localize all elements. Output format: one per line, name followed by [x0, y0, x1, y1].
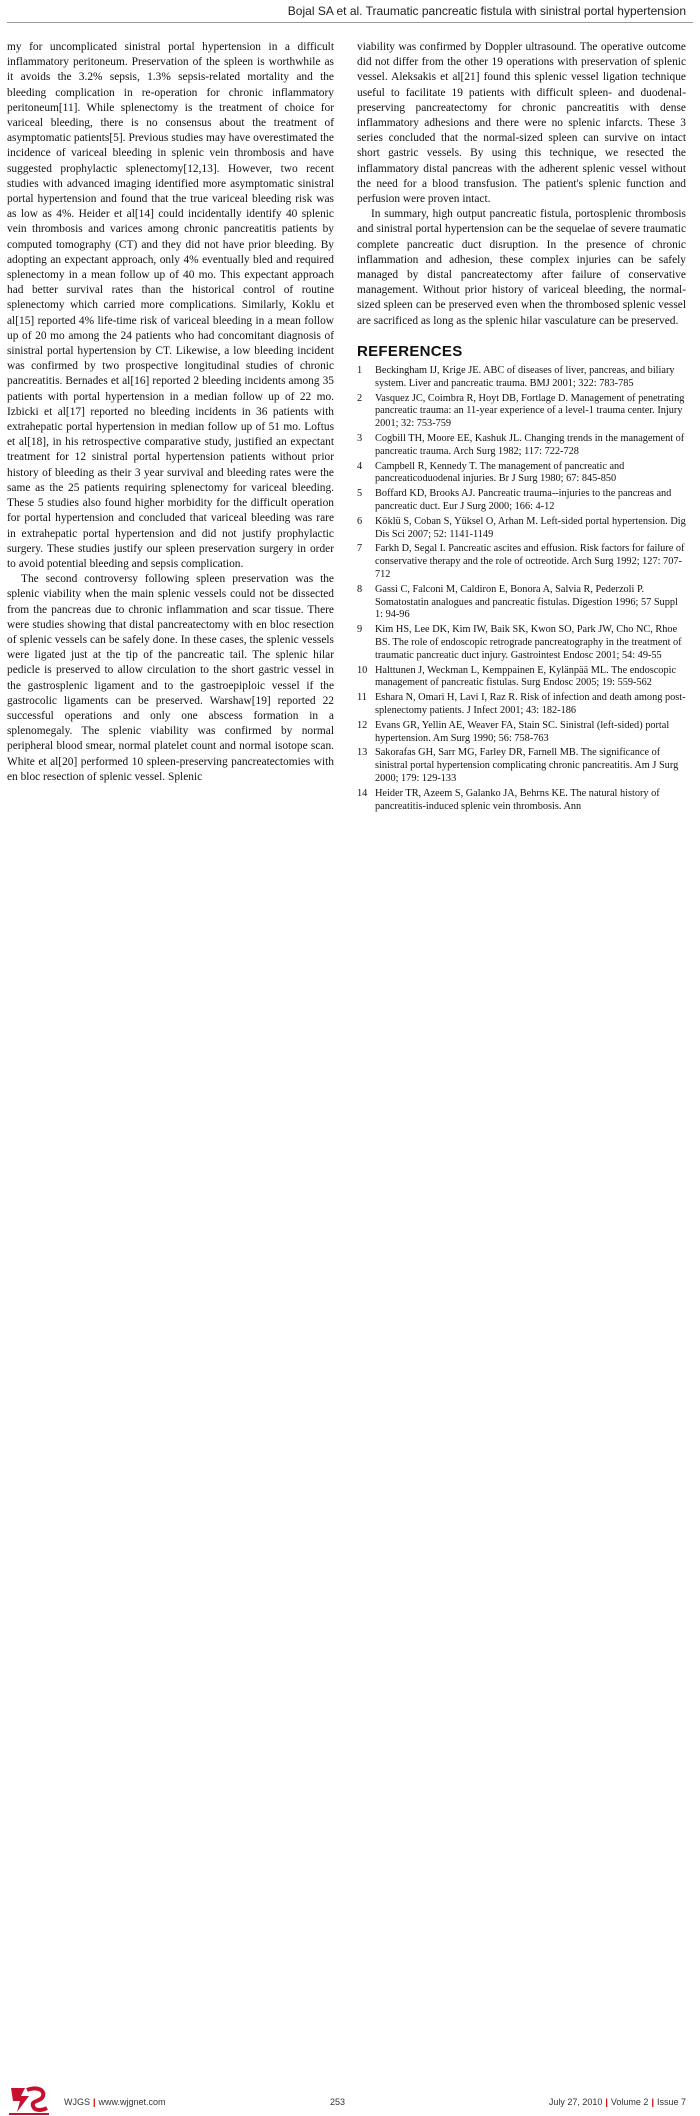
reference-number: 14 — [357, 787, 368, 799]
reference-item — [357, 692, 686, 718]
reference-item — [357, 433, 686, 459]
reference-text: Heider TR, Azeem S, Galanko JA, Behrns KE. The natural history of pancreatitis-induced splenic vein thrombosis. Ann — [375, 787, 660, 812]
reference-item — [357, 624, 686, 662]
reference-text: Campbell R, Kennedy T. The management of pancreatic and pancreaticoduodenal injuries. Br J Surg 1980; 67: 845-850 — [375, 460, 625, 485]
reference-text: Boffard KD, Brooks AJ. Pancreatic trauma--injuries to the pancreas and pancreatic duct. Eur J Surg 2000; 166: 4-12 — [375, 488, 672, 513]
reference-number: 11 — [357, 692, 367, 704]
publisher-logo-icon — [7, 2084, 51, 2116]
reference-text: Vasquez JC, Coimbra R, Hoyt DB, Fortlage D. Management of penetrating pancreatic trauma: an 11-year experience of a level-1 trauma center. Injury 2001; 32: 753-759 — [375, 392, 685, 430]
reference-text: Farkh D, Segal I. Pancreatic ascites and effusion. Risk factors for failure of conservative therapy and the role of octreotide. Arch Surg 1992; 127: 707-712 — [375, 543, 685, 581]
running-title: Bojal SA et al. Traumatic pancreatic fistula with sinistral portal hypertension — [287, 4, 686, 18]
references-list — [357, 365, 686, 813]
issue-volume: Volume 2 — [610, 2097, 649, 2107]
reference-item — [357, 788, 686, 814]
reference-number: 6 — [357, 515, 363, 527]
reference-number: 1 — [357, 365, 363, 377]
body-paragraph: viability was confirmed by Doppler ultrasound. The operative outcome did not differ from the other 19 operations with preservation of splenic vessel. Aleksakis et al[21] found this splenic vessel ligation technique useful to facilitate 19 patients with difficult spleen- and duodenal-preserving pancreatectomy for chronic pancreatitis with dense inflammatory adhesions and there were no splenic infarcts. These 3 series concluded that the normal-sized spleen can survive on intact short gastric vessels. By using this technique, we resected the inflammatory distal pancreas with the adherent splenic vessel without the need for a blood transfusion. The patient's splenic function and perfusion were proven intact. — [357, 41, 686, 206]
reference-item — [357, 393, 686, 431]
reference-number: 13 — [357, 747, 368, 759]
reference-number: 5 — [357, 488, 363, 500]
page-number: 253 — [330, 2097, 346, 2107]
reference-text: Köklü S, Coban S, Yüksel O, Arhan M. Left-sided portal hypertension. Dig Dis Sci 2007; 52: 1141-1149 — [375, 515, 686, 540]
reference-number: 2 — [357, 392, 363, 404]
reference-text: Sakorafas GH, Sarr MG, Farley DR, Farnell MB. The significance of sinistral portal hypertension complicating chronic pancreatitis. Am J Surg 2000; 179: 129-133 — [375, 747, 679, 784]
reference-item — [357, 365, 686, 391]
reference-number: 8 — [357, 583, 363, 595]
reference-item — [357, 747, 686, 785]
reference-item — [357, 584, 686, 622]
right-column — [357, 40, 686, 815]
reference-item — [357, 461, 686, 487]
footer-issue-info — [549, 2097, 686, 2107]
body-paragraph: In summary, high output pancreatic fistula, portosplenic thrombosis and sinistral portal hypertension can be the sequelae of severe traumatic complete pancreatic duct disruption. In the presence of chronic inflammation and adhesion, these complex injuries can be safely managed by distal pancreatectomy after failure of conservative management. Without prior history of variceal bleeding, the normal-sized spleen can be preserved even when the thrombosed splenic vessel are sacrificed as long as the splenic hilar vasculature can be preserved. — [357, 208, 686, 327]
reference-item — [357, 488, 686, 514]
reference-text: Kim HS, Lee DK, Kim IW, Baik SK, Kwon SO, Park JW, Cho NC, Rhoe BS. The role of endoscopic retrograde pancreatography in the treatment of traumatic pancreatic duct injury. Gastrointest Endosc 2001; 54: 49-55 — [375, 624, 682, 661]
reference-number: 12 — [357, 719, 368, 731]
reference-number: 9 — [357, 624, 363, 636]
reference-text: Gassi C, Falconi M, Caldiron E, Bonora A, Salvia R, Pederzoli P. Somatostatin analogues and pancreatic fistulas. Digestion 1996; 57 Suppl 1: 94-96 — [375, 583, 678, 621]
reference-text: Halttunen J, Weckman L, Kemppainen E, Kylänpää ML. The endoscopic management of pancreatic fistulas. Surg Endosc 2005; 19: 559-562 — [375, 664, 677, 689]
reference-item — [357, 543, 686, 581]
journal-abbrev: WJGS — [64, 2097, 90, 2107]
reference-number: 7 — [357, 543, 363, 555]
footer-separator: | — [93, 2097, 96, 2107]
footer-separator: | — [605, 2097, 608, 2107]
body-paragraph: The second controversy following spleen preservation was the splenic viability when the main splenic vessels could not be dissected from the pancreas due to chronic inflammation and scar tissue. There were studies showing that distal pancreatectomy with en bloc resection of splenic vessels can be safely done. In these cases, the splenic vessels were ligated just at the tip of the pancreatic tail. The splenic hilar pedicle is preserved to allow circulation to the short gastric vessel in the gastrosplenic ligament and to the gastroepiploic vessel if the gastrocolic ligaments can be preserved. Warshaw[19] reported 22 successful operations and only one abscess formation in a splenomegaly. The splenic viability was confirmed by normal peripheral blood smear, normal platelet count and normal isotope scan. White et al[20] performed 10 spleen-preserving pancreatectomies with en bloc resection of splenic vessel. Splenic — [7, 573, 334, 783]
reference-text: Beckingham IJ, Krige JE. ABC of diseases of liver, pancreas, and biliary system. Liver and pancreatic trauma. BMJ 2001; 322: 783-785 — [375, 365, 675, 389]
issue-date: July 27, 2010 — [548, 2097, 603, 2107]
journal-website: www.wjgnet.com — [98, 2097, 166, 2107]
reference-item — [357, 516, 686, 542]
reference-item — [357, 720, 686, 746]
header-divider — [7, 22, 693, 23]
reference-number: 10 — [357, 664, 368, 676]
reference-number: 3 — [357, 433, 363, 445]
reference-text: Eshara N, Omari H, Lavi I, Raz R. Risk of infection and death among post-splenectomy patients. J Infect 2001; 43: 182-186 — [375, 692, 686, 716]
issue-number: Issue 7 — [656, 2097, 686, 2107]
body-paragraph: my for uncomplicated sinistral portal hypertension in a difficult inflammatory peritoneum. Preservation of the spleen is worthwhile as it avoids the 3.2% sepsis, 1.3% sepsis-related mortality and the bleeding complication in re-operation for chronic inflammatory peritoneum[11]. While splenectomy is the treatment of choice for variceal bleeding, there is no consensus about the treatment of asymptomatic patients[5]. Previous studies may have overestimated the incidence of variceal bleeding in splenic vein thrombosis and have suggested prophylactic splenectomy[12,13]. However, two recent studies with advanced imaging identified more asymptomatic sinistral portal hypertension and found that the true variceal bleeding risk was as low as 4%. Heider et al[14] could incidentally identify 40 splenic vein thrombosis and varices among chronic pancreatitis patients by computed tomography (CT) and they did not have prior bleeding. By adopting an expectant approach, only 4% eventually bled and required splenectomy in a mean follow up of 40 mo. This expectant approach had better survival rates than the historical control of routine splenectomy which carried more complications. Similarly, Koklu et al[15] reported 4% life-time risk of variceal bleeding in a mean follow up of 20 mo among the 24 patients who had concomitant diagnosis of sinistral portal hypertension by CT. Likewise, a low bleeding incident was confirmed by two prospective longitudinal studies of chronic pancreatitis. Bernades et al[16] reported 2 bleeding incidents among 35 patients with portal hypertension in a median follow up of 22 mo. Izbicki et al[17] reported no bleeding incidents in 36 patients with extrahepatic portal hypertension in median follow up of 51 mo. Loftus et al[18], in his retrospective comparative study, justified an expectant treatment for 12 sinistral portal hypertension patients without prior history of bleeding as their 3 year survival and bleeding rates were the same as the 25 patients requiring splenectomy for variceal bleeding. These 5 studies also found higher morbidity for the difficult operation for portal hypertension and concluded that variceal bleeding was rare in extrahepatic portal hypertension and did not justify prophylactic surgery. These studies justify our spleen preservation surgery in order to avoid potential bleeding and sepsis complication. — [7, 41, 334, 570]
reference-text: Evans GR, Yellin AE, Weaver FA, Stain SC. Sinistral (left-sided) portal hypertension. Am Surg 1990; 56: 758-763 — [375, 719, 670, 744]
reference-number: 4 — [357, 460, 363, 472]
left-column — [7, 40, 334, 785]
page-footer — [0, 1040, 700, 2107]
reference-item — [357, 665, 686, 691]
reference-text: Cogbill TH, Moore EE, Kashuk JL. Changing trends in the management of pancreatic trauma. Arch Surg 1982; 117: 722-728 — [375, 433, 685, 457]
references-heading: REFERENCES — [357, 342, 463, 360]
page-header — [0, 0, 700, 26]
footer-separator: | — [651, 2097, 654, 2107]
footer-journal-info — [64, 2097, 166, 2107]
